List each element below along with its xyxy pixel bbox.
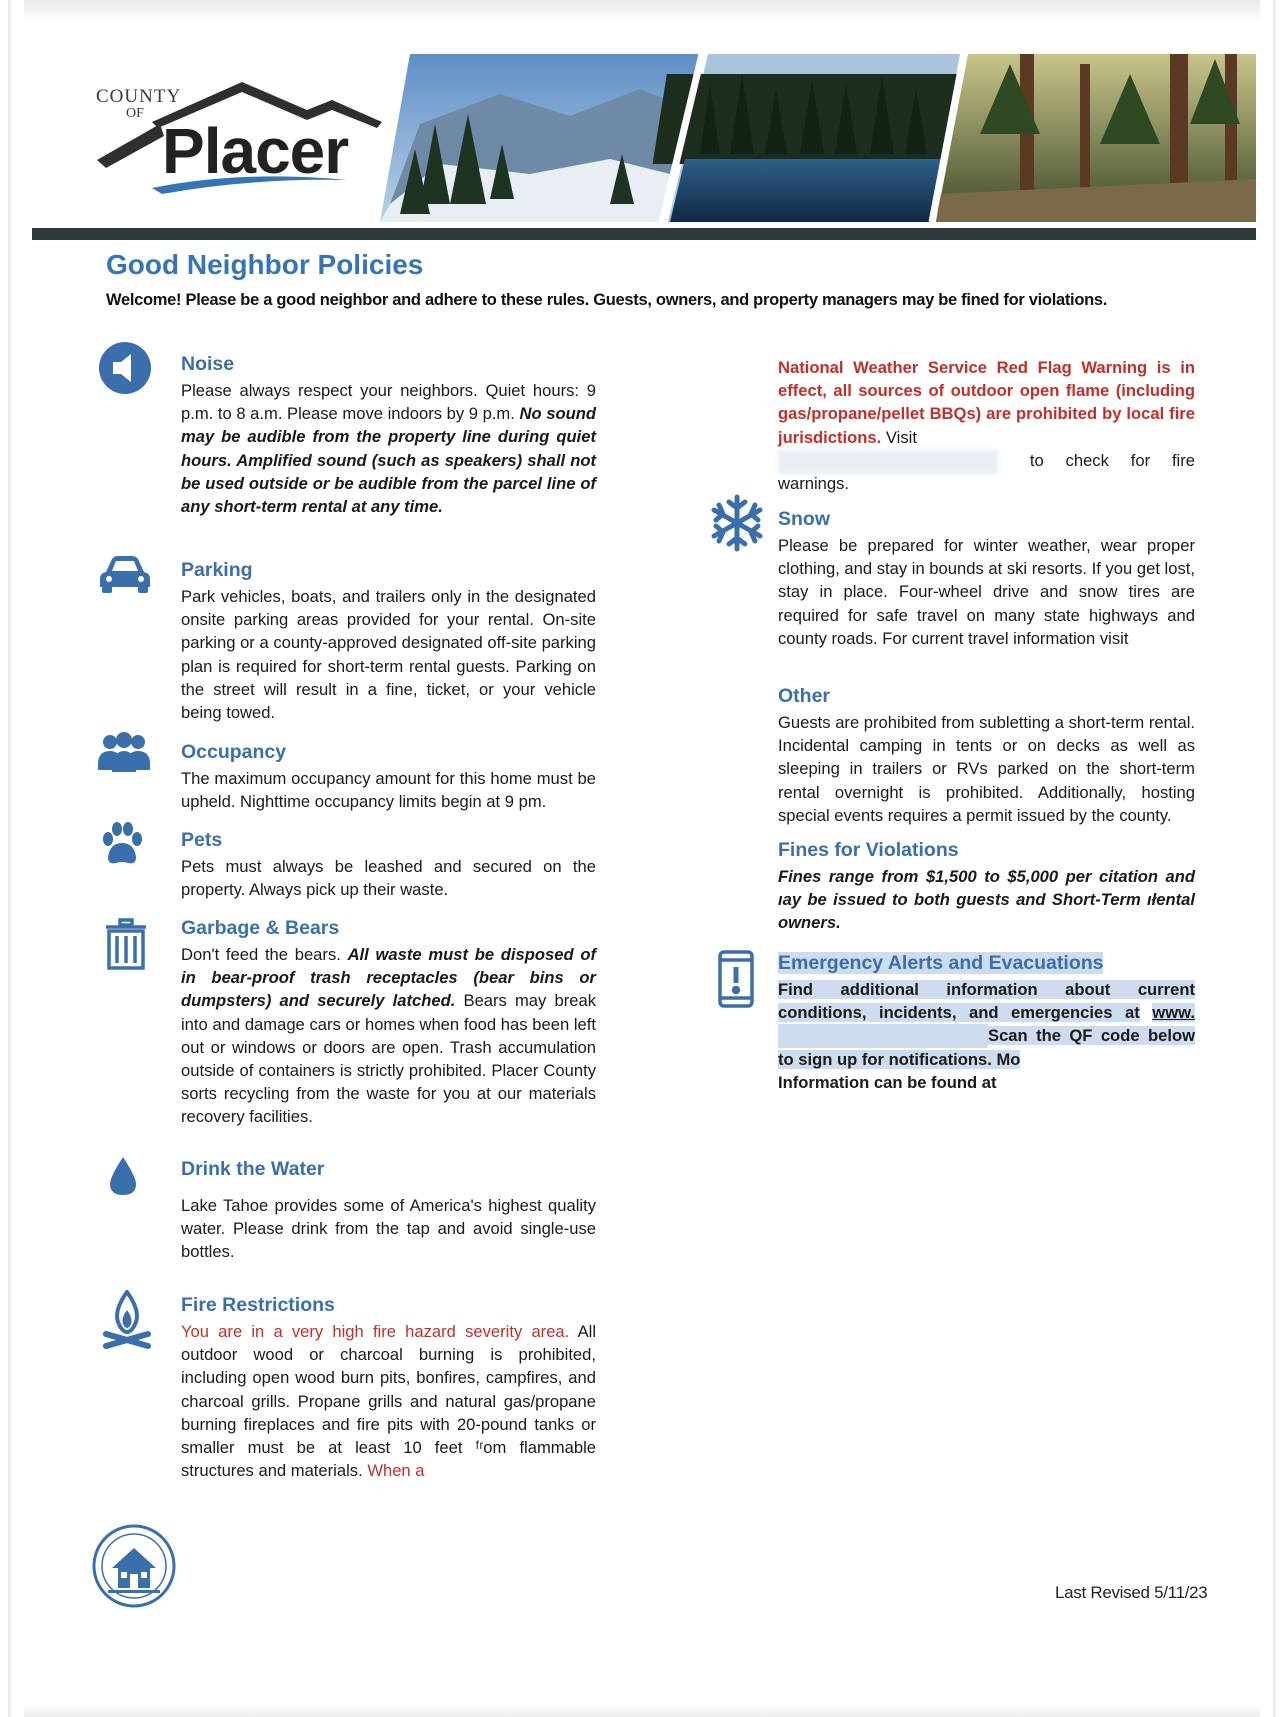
garbage-text bbox=[181, 943, 596, 1129]
other-heading: Other bbox=[778, 685, 831, 707]
parking-section bbox=[181, 557, 596, 724]
garbage-body-start: Don't feed the bears. bbox=[181, 945, 341, 964]
garbage-emphasis: All waste must be disposed of in bear-proof trash receptacles (bear bins or dumpsters) and securely latched. bbox=[181, 945, 596, 1011]
garbage-body-end: Bears may break into and damage cars or homes when food has been left out or windows or doors are open. Trash accumulation outside of containers is strictly prohibited. Placer County sorts recycling from the waste for you at our materials recovery facilities. bbox=[181, 991, 596, 1127]
noise-heading: Noise bbox=[181, 353, 235, 375]
fines-section bbox=[778, 837, 1195, 935]
parking-text: Park vehicles, boats, and trailers only in the designated onsite parking areas provided for your rental. On-site parking or a county-approved designated off-site parking plan is required for short-term rental guests. Parking on the street will result in a fine, ticket, or your vehicle being towed. bbox=[181, 587, 596, 723]
header-rule bbox=[32, 228, 1256, 240]
snowflake-icon bbox=[708, 494, 766, 552]
fire-body: All outdoor wood or charcoal burning is prohibited, including open wood burn pits, bonfires, campfires, and charcoal grills. Propane grills and natural gas/propane burning fireplaces and fire pits with 20-pound tanks or smaller must be at least 10 feet ᶠʳom flammable structures and materials. bbox=[181, 1322, 597, 1481]
red-flag-warning: National Weather Service Red Flag Warning is in effect, all sources of outdoor open flame (including gas/propane/pellet BBQs) are prohibited by local fire jurisdictions. bbox=[778, 358, 1195, 447]
scan-edge-bottom bbox=[24, 1705, 1260, 1717]
water-text: Lake Tahoe provides some of America's highest quality water. Please drink from the tap and avoid single-use bottles. bbox=[181, 1196, 596, 1262]
welcome-text: Welcome! Please be a good neighbor and adhere to these rules. Guests, owners, and property managers may be fined for violations. bbox=[106, 291, 1108, 309]
pets-text: Pets must always be leashed and secured on the property. Always pick up their waste. bbox=[181, 857, 596, 900]
page-title: Good Neighbor Policies bbox=[106, 249, 424, 280]
scan-edge-top bbox=[24, 0, 1260, 22]
noise-body: Please always respect your neighbors. Quiet hours: 9 p.m. to 8 a.m. Please move indoors by 9 p.m. bbox=[181, 381, 596, 424]
red-flag-section bbox=[778, 356, 1195, 495]
fines-text: Fines range from $1,500 to $5,000 per citation and ıay be issued to both guests and Short-Term ıłental owners. bbox=[778, 867, 1195, 933]
landscape-photos-image bbox=[380, 54, 1256, 222]
occupancy-text: The maximum occupancy amount for this home must be upheld. Nighttime occupancy limits begin at 9 pm. bbox=[181, 769, 596, 812]
noise-emphasis: No sound may be audible from the property line during quiet hours. Amplified sound (such as speakers) shall not be used outside or be audible from the parcel line of any short-term rental at any time. bbox=[181, 404, 597, 517]
snow-section bbox=[778, 506, 1195, 650]
scan-edge-right bbox=[1273, 0, 1276, 1717]
other-section bbox=[778, 683, 1195, 827]
campfire-icon bbox=[102, 1290, 152, 1350]
water-heading: Drink the Water bbox=[181, 1158, 325, 1180]
speaker-icon bbox=[97, 340, 153, 396]
snow-heading: Snow bbox=[778, 508, 830, 530]
noise-text bbox=[181, 379, 596, 518]
pets-section bbox=[181, 827, 596, 901]
fire-text bbox=[181, 1320, 596, 1482]
emergency-text bbox=[778, 978, 1195, 1094]
parking-heading: Parking bbox=[181, 559, 253, 581]
red-flag-tail: to check for fire warnings. bbox=[778, 450, 1195, 494]
fire-red-tail: When a bbox=[367, 1461, 425, 1481]
car-icon bbox=[98, 554, 152, 594]
paw-icon bbox=[98, 821, 146, 869]
logo-placer-text: Placer bbox=[162, 115, 349, 187]
emergency-heading bbox=[778, 950, 1195, 976]
occupancy-section bbox=[181, 739, 596, 813]
scan-edge-left bbox=[8, 0, 11, 1717]
emergency-body-b: Scan the QF code below to sign up for notifications. Mo bbox=[778, 1026, 1195, 1069]
snow-text: Please be prepared for winter weather, wear proper clothing, and stay in bounds at ski resorts. If you get lost, stay in place. Four-wheel drive and snow tires are required for safe travel on many state highways and county roads. For current travel information visit bbox=[778, 536, 1195, 648]
emergency-body-a: Find additional information about current conditions, incidents, and emergencies at bbox=[778, 980, 1195, 1023]
fines-heading: Fines for Violations bbox=[778, 839, 959, 861]
emergency-www-link[interactable]: www. bbox=[1152, 1003, 1195, 1023]
logo-county-text: COUNTY bbox=[96, 86, 182, 107]
phone-alert-icon bbox=[718, 950, 754, 1008]
county-logo bbox=[92, 70, 382, 200]
fire-hazard-warning: You are in a very high fire hazard severity area. bbox=[181, 1322, 570, 1341]
emergency-body-c: Information can be found at bbox=[778, 1072, 997, 1092]
water-section bbox=[181, 1156, 596, 1264]
occupancy-heading: Occupancy bbox=[181, 741, 287, 763]
emergency-heading-text: Emergency Alerts and Evacuations bbox=[778, 952, 1104, 974]
fire-section bbox=[181, 1292, 596, 1482]
trash-can-icon bbox=[104, 918, 148, 970]
water-drop-icon bbox=[108, 1155, 138, 1197]
redaction-blur bbox=[778, 450, 998, 474]
garbage-heading: Garbage & Bears bbox=[181, 917, 340, 939]
red-flag-visit: Visit bbox=[885, 427, 917, 447]
people-group-icon bbox=[96, 732, 152, 776]
red-flag-text bbox=[778, 356, 1195, 495]
other-text: Guests are prohibited from subletting a short-term rental. Incidental camping in tents or on decks as well as sleeping in trailers or RVs parked on the short-term rental overnight is prohibited. Additionally, hosting special events requires a permit issued by the county. bbox=[778, 713, 1195, 825]
garbage-section bbox=[181, 915, 596, 1129]
noise-section bbox=[181, 351, 596, 518]
fire-heading: Fire Restrictions bbox=[181, 1294, 335, 1316]
pets-heading: Pets bbox=[181, 829, 223, 851]
last-revised-date: Last Revised 5/11/23 bbox=[1055, 1583, 1208, 1602]
emergency-section bbox=[778, 950, 1195, 1094]
photo-banner bbox=[380, 54, 1256, 222]
logo-of-text: OF bbox=[126, 106, 144, 121]
house-seal-icon bbox=[90, 1522, 178, 1610]
